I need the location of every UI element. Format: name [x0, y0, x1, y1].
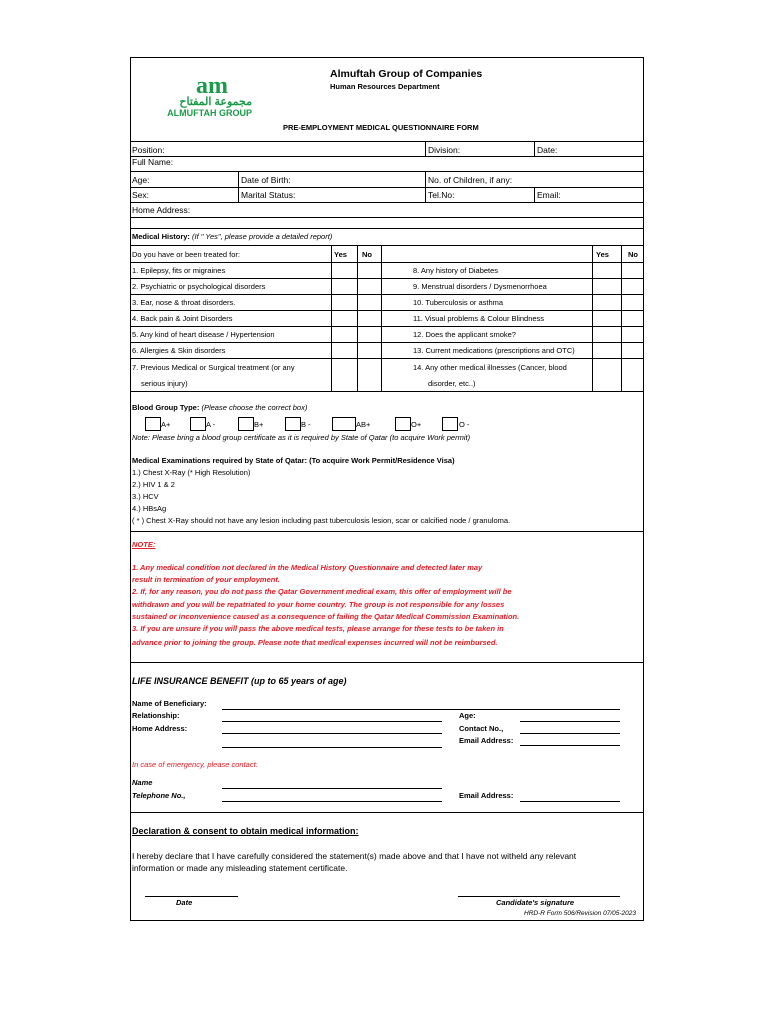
history-right-13: 13. Current medications (prescriptions and OTC): [413, 346, 575, 355]
division-label: Division:: [428, 145, 461, 155]
company-name: Almuftah Group of Companies: [330, 68, 483, 80]
insurance-heading: LIFE INSURANCE BENEFIT (up to 65 years of age): [132, 676, 347, 686]
exams-footnote: ( * ) Chest X-Ray should not have any lesion including past tuberculosis lesion, scar or calcified node / granuloma.: [132, 516, 511, 525]
emergency-email-line[interactable]: [520, 801, 620, 802]
history-right-14: 14. Any other medical illnesses (Cancer, blood: [413, 363, 567, 372]
sex-label: Sex:: [132, 190, 150, 200]
full-name-label: Full Name:: [132, 157, 174, 167]
date-label: Date:: [537, 145, 558, 155]
insurance-age-label: Age:: [459, 711, 476, 720]
blood-checkbox-a-plus[interactable]: [145, 417, 161, 431]
age-line[interactable]: [520, 721, 620, 722]
blood-label-o-minus: O -: [459, 420, 470, 429]
exam-item-2: 2.) HIV 1 & 2: [132, 480, 175, 489]
date-signature-line[interactable]: [145, 896, 238, 897]
home-address-line-1[interactable]: [222, 733, 442, 734]
blood-checkbox-o-minus[interactable]: [442, 417, 458, 431]
history-right-14-cont: disorder, etc..): [428, 379, 476, 388]
blood-checkbox-ab-plus[interactable]: [332, 417, 356, 431]
history-left-6: 6. Allergies & Skin disorders: [132, 346, 226, 355]
blood-checkbox-a-minus[interactable]: [190, 417, 206, 431]
position-label: Position:: [132, 145, 165, 155]
emergency-heading: In case of emergency, please contact:: [132, 760, 258, 769]
yes-header-left: Yes: [334, 250, 347, 259]
blood-checkbox-b-plus[interactable]: [238, 417, 254, 431]
dob-label: Date of Birth:: [241, 175, 291, 185]
declaration-heading: Declaration & consent to obtain medical information:: [132, 826, 359, 836]
exams-heading: Medical Examinations required by State of Qatar: (To acquire Work Permit/Residence Visa): [132, 456, 455, 465]
email-label: Email:: [537, 190, 561, 200]
logo-arabic-text: مجموعة المفتاح: [179, 96, 252, 108]
note-line-4: withdrawn and you will be repatriated to your home country. The group is not responsible for any losses: [132, 600, 505, 609]
beneficiary-label: Name of Beneficiary:: [132, 699, 207, 708]
no-header-right: No: [628, 250, 638, 259]
history-question: Do you have or been treated for:: [132, 250, 240, 259]
history-right-10: 10. Tuberculosis or asthma: [413, 298, 504, 307]
form-reference: HRD-R Form 506/Revision 07/05-2023: [524, 910, 636, 917]
logo-mark: am: [196, 73, 228, 99]
signature-caption: Candidate's signature: [496, 898, 575, 907]
note-line-1: 1. Any medical condition not declared in the Medical History Questionnaire and detected later may: [132, 563, 483, 572]
exam-item-3: 3.) HCV: [132, 492, 159, 501]
note-line-7: advance prior to joining the group. Please note that medical expenses incurred will not be reimbursed.: [132, 638, 498, 647]
history-left-1: 1. Epilepsy, fits or migraines: [132, 266, 226, 275]
age-label: Age:: [132, 175, 150, 185]
no-header-left: No: [362, 250, 372, 259]
emergency-name-label: Name: [132, 778, 153, 787]
medical-history-note: (If " Yes", please provide a detailed report): [192, 232, 333, 241]
tel-label: Tel.No:: [428, 190, 455, 200]
history-right-8: 8. Any history of Diabetes: [413, 266, 499, 275]
note-line-2: result in termination of your employment.: [132, 575, 280, 584]
blood-label-b-plus: B+: [254, 420, 264, 429]
department-name: Human Resources Department: [330, 82, 440, 91]
blood-group-title: Blood Group Type:: [132, 403, 200, 412]
form-title: PRE-EMPLOYMENT MEDICAL QUESTIONNAIRE FORM: [283, 123, 479, 132]
medical-history-title: Medical History:: [132, 232, 190, 241]
blood-label-a-plus: A+: [161, 420, 171, 429]
history-right-12: 12. Does the applicant smoke?: [413, 330, 516, 339]
blood-checkbox-b-minus[interactable]: [285, 417, 301, 431]
history-right-11: 11. Visual problems & Colour Blindness: [413, 314, 545, 323]
declaration-line-2: information or made any misleading statement certificate.: [132, 863, 348, 873]
history-left-7-cont: serious injury): [141, 379, 188, 388]
emergency-telephone-label: Telephone No.,: [132, 791, 186, 800]
beneficiary-line[interactable]: [222, 709, 620, 710]
history-left-2: 2. Psychiatric or psychological disorders: [132, 282, 266, 291]
yes-header-right: Yes: [596, 250, 609, 259]
home-address-label: Home Address:: [132, 205, 191, 215]
emergency-email-label: Email Address:: [459, 791, 514, 800]
children-label: No. of Children, if any:: [428, 175, 513, 185]
medical-history-heading: [132, 232, 332, 242]
blood-checkbox-o-plus[interactable]: [395, 417, 411, 431]
history-left-5: 5. Any kind of heart disease / Hypertension: [132, 330, 275, 339]
note-line-5: sustained or inconvenience caused as a consequence of failing the Qatar Medical Commission Examination.: [132, 612, 520, 621]
contact-line[interactable]: [520, 733, 620, 734]
logo-english-text: ALMUFTAH GROUP: [167, 108, 252, 118]
blood-group-hint: (Please choose the correct box): [201, 403, 308, 412]
emergency-name-line[interactable]: [222, 788, 442, 789]
exam-item-4: 4.) HBsAg: [132, 504, 167, 513]
declaration-line-1: I hereby declare that I have carefully considered the statement(s) made above and that I have not witheld any relevant: [132, 851, 577, 861]
history-right-9: 9. Menstrual disorders / Dysmenorrhoea: [413, 282, 547, 291]
insurance-contact-label: Contact No.,: [459, 724, 504, 733]
blood-group-heading: [132, 403, 307, 413]
note-line-3: 2. If, for any reason, you do not pass the Qatar Government medical exam, this offer of employment will be: [132, 587, 512, 596]
home-address-line-2[interactable]: [222, 747, 442, 748]
blood-group-note: Note: Please bring a blood group certificate as it is required by State of Qatar (to acquire Work permit): [132, 433, 471, 442]
emergency-telephone-line[interactable]: [222, 801, 442, 802]
blood-label-o-plus: O+: [411, 420, 422, 429]
company-logo: [134, 74, 264, 120]
insurance-email-label: Email Address:: [459, 736, 514, 745]
relationship-label: Relationship:: [132, 711, 180, 720]
blood-label-ab-plus: AB+: [356, 420, 371, 429]
insurance-home-address-label: Home Address:: [132, 724, 188, 733]
blood-label-a-minus: A -: [206, 420, 216, 429]
history-left-7: 7. Previous Medical or Surgical treatment (or any: [132, 363, 295, 372]
blood-label-b-minus: B -: [301, 420, 311, 429]
note-heading: NOTE:: [132, 540, 156, 549]
insurance-email-line[interactable]: [520, 745, 620, 746]
note-line-6: 3. If you are unsure if you will pass the above medical tests, please arrange for these tests to be taken in: [132, 624, 504, 633]
candidate-signature-line[interactable]: [458, 896, 620, 897]
relationship-line[interactable]: [222, 721, 442, 722]
history-left-3: 3. Ear, nose & throat disorders.: [132, 298, 236, 307]
marital-status-label: Marital Status:: [241, 190, 296, 200]
date-caption: Date: [176, 898, 193, 907]
history-left-4: 4. Back pain & Joint Disorders: [132, 314, 233, 323]
exam-item-1: 1.) Chest X-Ray (* High Resolution): [132, 468, 251, 477]
